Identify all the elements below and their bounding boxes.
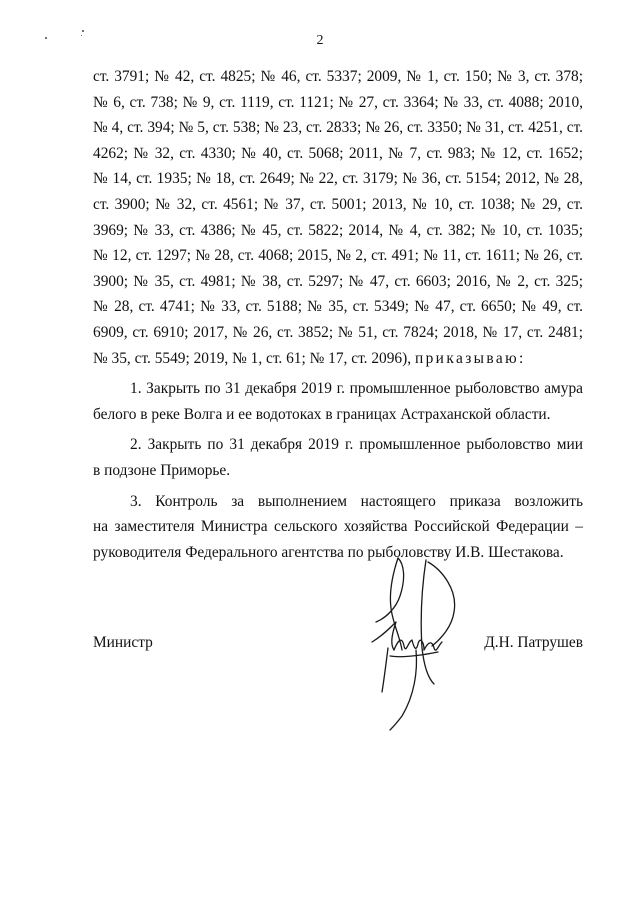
reference-line: 6909, ст. 6910; 2017, № 26, ст. 3852; № 51, ст. 7824; 2018, № 17, ст. 2481; bbox=[93, 323, 583, 341]
order-item-line: на заместителя Министра сельского хозяйства Российской Федерации – bbox=[93, 518, 583, 536]
reference-line: № 6, ст. 738; № 9, ст. 1119, ст. 1121; № 27, ст. 3364; № 33, ст. 4088; 2010, bbox=[93, 93, 583, 111]
order-word: приказываю: bbox=[414, 349, 526, 367]
page-number: 2 bbox=[316, 33, 324, 48]
order-item-1 bbox=[93, 376, 583, 427]
reference-line: № 14, ст. 1935; № 18, ст. 2649; № 22, ст. 3179; № 36, ст. 5154; 2012, № 28, bbox=[93, 170, 583, 188]
reference-line: № 28, ст. 4741; № 33, ст. 5188; № 35, ст. 5349; № 47, ст. 6650; № 49, ст. bbox=[93, 298, 583, 316]
reference-line: 3969; № 33, ст. 4386; № 45, ст. 5822; 2014, № 4, ст. 382; № 10, ст. 1035; bbox=[93, 221, 583, 239]
order-item-2 bbox=[93, 432, 583, 483]
reference-line: 3900; № 35, ст. 4981; № 38, ст. 5297; № 47, ст. 6603; 2016, № 2, ст. 325; bbox=[93, 272, 583, 290]
order-item-line: 3. Контроль за выполнением настоящего приказа возложить bbox=[130, 492, 583, 510]
reference-line: 4262; № 32, ст. 4330; № 40, ст. 5068; 2011, № 7, ст. 983; № 12, ст. 1652; bbox=[93, 144, 583, 162]
reference-line: № 12, ст. 1297; № 28, ст. 4068; 2015, № 2, ст. 491; № 11, ст. 1611; № 26, ст. bbox=[93, 247, 583, 265]
document-body bbox=[93, 64, 583, 565]
signatory-name: Д.Н. Патрушев bbox=[484, 634, 583, 651]
order-item-3 bbox=[93, 489, 583, 566]
order-item-line: 1. Закрыть по 31 декабря 2019 г. промышленное рыболовство амура bbox=[130, 380, 583, 398]
reference-line: ст. 3900; № 32, ст. 4561; № 37, ст. 5001; 2013, № 10, ст. 1038; № 29, ст. bbox=[93, 195, 583, 213]
reference-tail: № 35, ст. 5549; 2019, № 1, ст. 61; № 17, ст. 2096), bbox=[93, 349, 412, 367]
reference-line: № 4, ст. 394; № 5, ст. 538; № 23, ст. 2833; № 26, ст. 3350; № 31, ст. 4251, ст. bbox=[93, 119, 583, 137]
order-item-last-line: белого в реке Волга и ее водотоках в границах Астраханской области. bbox=[93, 405, 551, 423]
order-item-last-line: в подзоне Приморье. bbox=[93, 461, 231, 479]
legal-references bbox=[93, 64, 583, 371]
reference-last-line bbox=[93, 346, 583, 372]
signatory-title: Министр bbox=[93, 634, 153, 651]
handwritten-signature-icon bbox=[362, 556, 472, 731]
order-item-line: 2. Закрыть по 31 декабря 2019 г. промышленное рыболовство мии bbox=[130, 436, 583, 454]
order-item-last-line: руководителя Федерального агентства по рыболовству И.В. Шестакова. bbox=[93, 543, 564, 561]
reference-line: ст. 3791; № 42, ст. 4825; № 46, ст. 5337; 2009, № 1, ст. 150; № 3, ст. 378; bbox=[93, 68, 583, 85]
